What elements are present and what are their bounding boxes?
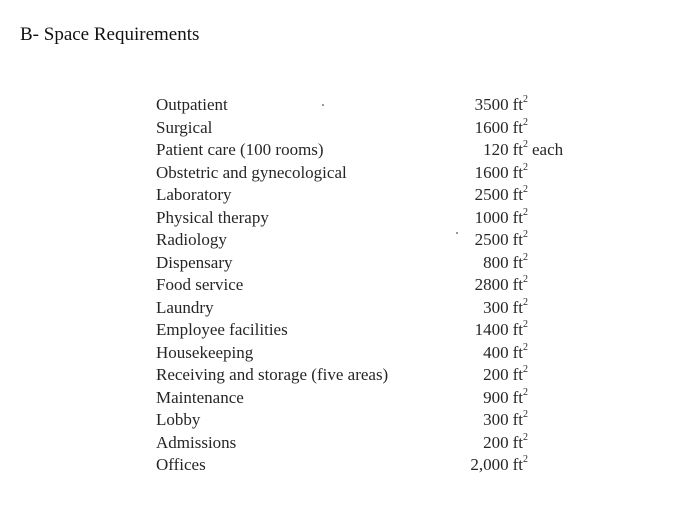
unit-exponent: 2	[523, 454, 528, 466]
requirement-row	[156, 432, 596, 455]
area-number: 300	[483, 297, 509, 317]
requirement-label: Maintenance	[156, 387, 244, 407]
requirement-row	[156, 229, 596, 252]
requirement-label: Laboratory	[156, 185, 232, 204]
requirement-area	[456, 162, 528, 185]
area-unit	[513, 298, 528, 317]
requirement-row	[156, 94, 596, 117]
requirement-area	[456, 117, 528, 140]
unit-base: ft	[512, 455, 523, 474]
requirement-row	[156, 274, 596, 297]
requirement-label: Admissions	[156, 432, 237, 452]
area-unit	[513, 95, 528, 114]
scan-speck	[456, 232, 458, 234]
requirement-row	[156, 207, 596, 230]
area-number: 300	[483, 410, 509, 429]
requirement-label: Employee facilities	[156, 320, 288, 339]
area-unit	[513, 343, 528, 362]
requirement-area	[456, 229, 528, 252]
requirement-label: Food service	[156, 275, 244, 294]
unit-base: ft	[512, 410, 523, 429]
area-suffix: each	[532, 140, 564, 159]
unit-base: ft	[512, 95, 523, 114]
page-title: B- Space Requirements	[20, 24, 200, 45]
requirement-row	[156, 252, 596, 275]
area-number: 800	[483, 252, 509, 272]
unit-exponent: 2	[523, 229, 528, 241]
area-number: 2,000	[470, 455, 509, 474]
requirement-label: Housekeeping	[156, 342, 254, 362]
unit-base: ft	[512, 140, 523, 159]
unit-exponent: 2	[523, 251, 528, 263]
area-number: 900	[483, 387, 509, 407]
requirement-row	[156, 319, 596, 342]
unit-exponent: 2	[523, 206, 528, 218]
area-unit	[513, 140, 528, 159]
unit-exponent: 2	[523, 161, 528, 173]
requirement-label: Outpatient	[156, 95, 228, 114]
requirement-area	[456, 342, 528, 365]
requirement-row	[156, 364, 596, 387]
unit-exponent: 2	[523, 386, 528, 398]
unit-base: ft	[512, 432, 523, 452]
requirement-label: Obstetric and gynecological	[156, 162, 347, 182]
requirement-area	[456, 184, 528, 207]
unit-base: ft	[512, 252, 523, 272]
requirement-area	[456, 454, 528, 477]
area-unit	[513, 230, 528, 249]
unit-exponent: 2	[523, 184, 528, 196]
unit-exponent: 2	[523, 94, 528, 106]
requirement-row	[156, 409, 596, 432]
area-unit	[513, 365, 528, 384]
area-number: 200	[483, 365, 509, 384]
area-unit	[513, 163, 528, 182]
area-unit	[513, 320, 528, 339]
requirement-area	[456, 139, 528, 162]
area-unit	[513, 410, 528, 429]
area-number: 400	[483, 342, 509, 362]
requirement-area	[456, 319, 528, 342]
area-number: 200	[483, 432, 509, 452]
unit-exponent: 2	[523, 409, 528, 421]
unit-base: ft	[512, 320, 523, 339]
requirement-area	[456, 409, 528, 432]
unit-base: ft	[512, 342, 523, 362]
requirement-label: Receiving and storage (five areas)	[156, 365, 389, 384]
unit-base: ft	[512, 230, 523, 249]
area-number: 3500	[474, 95, 509, 114]
unit-base: ft	[512, 365, 523, 384]
area-number: 2800	[474, 275, 509, 294]
requirement-area	[456, 364, 528, 387]
requirement-row	[156, 184, 596, 207]
requirement-label: Offices	[156, 455, 206, 474]
area-number: 1400	[474, 320, 509, 339]
requirement-row	[156, 342, 596, 365]
requirement-row	[156, 139, 596, 162]
space-requirements-list	[156, 94, 596, 477]
requirement-area	[456, 274, 528, 297]
area-unit	[513, 455, 528, 474]
area-unit	[513, 433, 528, 452]
unit-base: ft	[512, 162, 523, 182]
area-unit	[513, 118, 528, 137]
area-number: 2500	[474, 230, 509, 249]
requirement-label: Dispensary	[156, 252, 233, 272]
requirement-row	[156, 297, 596, 320]
requirement-label: Surgical	[156, 117, 213, 137]
unit-base: ft	[512, 387, 523, 407]
requirement-area	[456, 432, 528, 455]
requirement-label: Radiology	[156, 230, 227, 249]
area-number: 1000	[474, 207, 509, 227]
unit-base: ft	[512, 117, 523, 137]
requirement-area	[456, 94, 528, 117]
requirement-row	[156, 454, 596, 477]
unit-base: ft	[512, 185, 523, 204]
scan-speck	[322, 104, 324, 106]
requirement-label: Lobby	[156, 410, 201, 429]
area-number: 2500	[474, 185, 509, 204]
requirement-row	[156, 162, 596, 185]
requirement-label: Patient care (100 rooms)	[156, 140, 324, 159]
requirement-row	[156, 387, 596, 410]
area-number: 120	[483, 140, 509, 159]
unit-exponent: 2	[523, 139, 528, 151]
requirement-area	[456, 207, 528, 230]
requirement-area	[456, 252, 528, 275]
unit-exponent: 2	[523, 116, 528, 128]
unit-exponent: 2	[523, 319, 528, 331]
requirement-label: Physical therapy	[156, 207, 269, 227]
unit-exponent: 2	[523, 274, 528, 286]
unit-exponent: 2	[523, 364, 528, 376]
unit-base: ft	[512, 297, 523, 317]
area-unit	[513, 253, 528, 272]
area-unit	[513, 275, 528, 294]
area-number: 1600	[474, 117, 509, 137]
area-unit	[513, 185, 528, 204]
requirement-row	[156, 117, 596, 140]
area-number: 1600	[474, 162, 509, 182]
area-unit	[513, 208, 528, 227]
unit-exponent: 2	[523, 341, 528, 353]
requirement-label: Laundry	[156, 297, 214, 317]
unit-exponent: 2	[523, 296, 528, 308]
area-unit	[513, 388, 528, 407]
unit-base: ft	[512, 275, 523, 294]
requirement-area	[456, 297, 528, 320]
unit-base: ft	[512, 207, 523, 227]
unit-exponent: 2	[523, 431, 528, 443]
requirement-area	[456, 387, 528, 410]
